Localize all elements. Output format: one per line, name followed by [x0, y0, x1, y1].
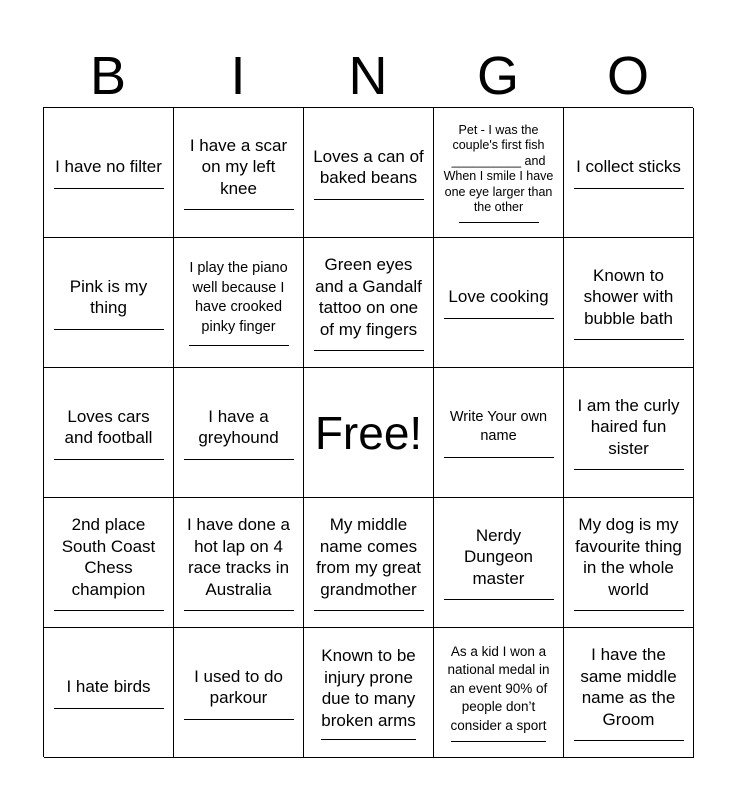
cell-text: I hate birds: [66, 677, 151, 697]
cell-text: I have the same middle name as the Groom: [580, 645, 677, 729]
cell-text: My dog is my favourite thing in the whole world: [575, 515, 682, 599]
signature-line: [321, 739, 416, 740]
bingo-cell[interactable]: [174, 238, 304, 368]
signature-line: [451, 741, 546, 742]
header-letter-b: B: [89, 46, 127, 106]
signature-line: [314, 199, 424, 200]
bingo-cell[interactable]: [44, 238, 174, 368]
bingo-grid: [43, 107, 693, 757]
cell-text: Pet - I was the couple's first fish __________ and When I smile I have one eye larger than the other: [443, 122, 554, 214]
bingo-cell[interactable]: [174, 628, 304, 758]
signature-line: [54, 610, 164, 611]
cell-text: I have done a hot lap on 4 race tracks in Australia: [186, 515, 291, 599]
cell-text: Write Your own name: [449, 408, 548, 444]
cell-text: I have a greyhound: [198, 406, 279, 447]
signature-line: [574, 339, 684, 340]
bingo-cell[interactable]: [44, 628, 174, 758]
cell-text: As a kid I won a national medal in an event 90% of people don’t consider a sport: [447, 643, 550, 733]
free-space-label: Free!: [314, 406, 423, 459]
bingo-cell[interactable]: [434, 238, 564, 368]
bingo-cell[interactable]: [44, 368, 174, 498]
bingo-header: [43, 45, 693, 107]
header-letter-g: G: [476, 46, 519, 106]
cell-text: I collect sticks: [576, 157, 681, 177]
signature-line: [54, 329, 164, 330]
bingo-cell[interactable]: [564, 108, 694, 238]
bingo-cell[interactable]: [174, 368, 304, 498]
bingo-cell[interactable]: [564, 628, 694, 758]
cell-text: Loves cars and football: [64, 406, 153, 447]
cell-text: Love cooking: [448, 287, 549, 307]
bingo-cell[interactable]: [564, 368, 694, 498]
header-letter-i: I: [230, 46, 246, 106]
cell-text: I have no filter: [55, 157, 162, 177]
cell-text: I used to do parkour: [194, 666, 283, 707]
signature-line: [184, 459, 294, 460]
bingo-cell[interactable]: [304, 498, 434, 628]
signature-line: [314, 350, 424, 351]
bingo-cell[interactable]: [564, 498, 694, 628]
signature-line: [459, 222, 539, 223]
cell-text: I play the piano well because I have crooked pinky finger: [189, 260, 288, 335]
bingo-cell[interactable]: [434, 108, 564, 238]
cell-text: My middle name comes from my great grandmother: [316, 515, 421, 599]
header-letter-o: O: [606, 46, 649, 106]
bingo-cell[interactable]: [44, 498, 174, 628]
cell-text: Pink is my thing: [69, 276, 148, 317]
bingo-cell[interactable]: [174, 108, 304, 238]
bingo-cell[interactable]: [434, 498, 564, 628]
signature-line: [444, 457, 554, 458]
signature-line: [444, 318, 554, 319]
cell-text: I have a scar on my left knee: [189, 135, 288, 198]
bingo-cell[interactable]: [434, 628, 564, 758]
bingo-cell[interactable]: [434, 368, 564, 498]
header-letter-n: N: [348, 46, 388, 106]
cell-text: I am the curly haired fun sister: [577, 395, 680, 458]
cell-text: 2nd place South Coast Chess champion: [61, 515, 156, 599]
bingo-cell[interactable]: [44, 108, 174, 238]
signature-line: [54, 188, 164, 189]
bingo-cell[interactable]: [304, 628, 434, 758]
signature-line: [574, 610, 684, 611]
cell-text: Known to shower with bubble bath: [583, 265, 674, 328]
signature-line: [184, 610, 294, 611]
signature-line: [574, 740, 684, 741]
free-space[interactable]: [304, 368, 434, 498]
bingo-cell[interactable]: [564, 238, 694, 368]
signature-line: [184, 719, 294, 720]
cell-text: Green eyes and a Gandalf tattoo on one of my fingers: [315, 255, 422, 339]
cell-text: Nerdy Dungeon master: [463, 525, 533, 588]
bingo-cell[interactable]: [304, 238, 434, 368]
cell-text: Known to be injury prone due to many broken arms: [321, 646, 416, 730]
cell-text: Loves a can of baked beans: [313, 146, 424, 187]
bingo-cell[interactable]: [174, 498, 304, 628]
signature-line: [54, 708, 164, 709]
signature-line: [54, 459, 164, 460]
signature-line: [314, 610, 424, 611]
signature-line: [574, 188, 684, 189]
signature-line: [574, 469, 684, 470]
signature-line: [189, 345, 289, 346]
bingo-cell[interactable]: [304, 108, 434, 238]
signature-line: [444, 599, 554, 600]
signature-line: [184, 209, 294, 210]
